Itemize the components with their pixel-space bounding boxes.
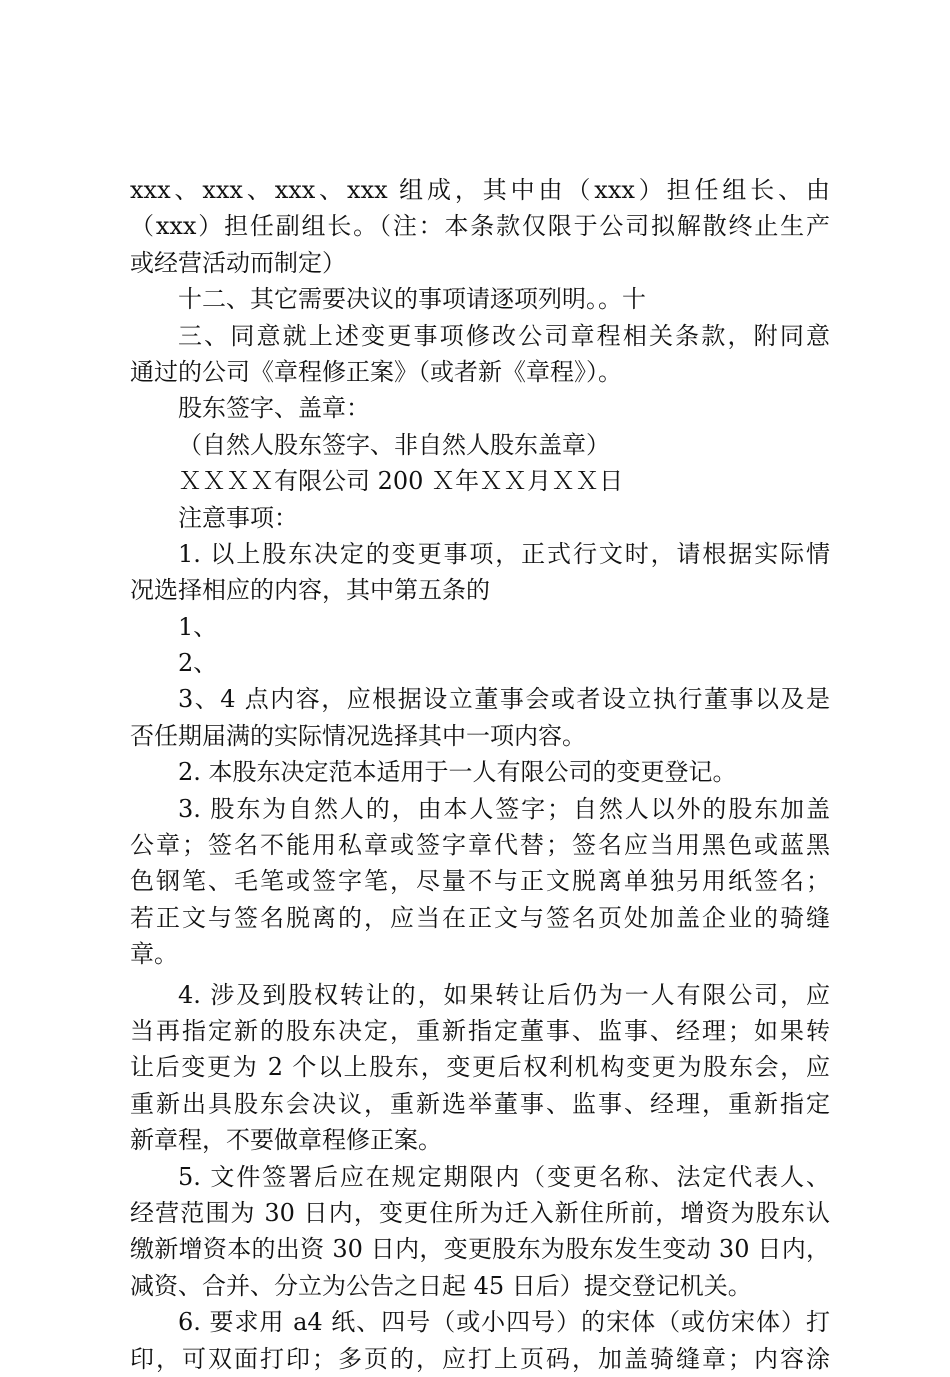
text-line: 通过的公司《章程修正案》（或者新《章程》）。 [130,357,622,386]
text-line: 否任期届满的实际情况选择其中一项内容。 [130,721,586,750]
text-line: 若正文与签名脱离的，应当在正文与签名页处加盖企业的骑缝 [130,903,830,932]
text-line: 公章；签名不能用私章或签字章代替；签名应当用黑色或蓝黑 [130,831,830,860]
text-line: （自然人股东签字、非自然人股东盖章） [178,430,610,459]
text-line: 6. 要求用 a4 纸、四号（或小四号）的宋体（或仿宋体）打 [178,1308,830,1337]
text-line: 让后变更为 2 个以上股东，变更后权利机构变更为股东会，应 [130,1053,830,1082]
text-line: xxx、xxx、xxx、xxx 组成，其中由（xxx）担任组长、由 [130,176,830,204]
text-line: 印，可双面打印；多页的，应打上页码，加盖骑缝章；内容涂 [130,1344,830,1373]
text-line: 缴新增资本的出资 30 日内，变更股东为股东发生变动 30 日内， [130,1235,830,1264]
text-line: 经营范围为 30 日内，变更住所为迁入新住所前，增资为股东认 [130,1198,830,1227]
document-body [130,172,830,1377]
text-line: 股东签字、盖章： [178,394,370,423]
text-line: 重新出具股东会决议，重新选举董事、监事、经理，重新指定 [130,1089,830,1118]
text-line: 减资、合并、分立为公告之日起 45 日后）提交登记机关。 [130,1271,752,1300]
text-line: 色钢笔、毛笔或签字笔，尽量不与正文脱离单独另用纸签名； [130,867,830,896]
text-line: 注意事项： [178,503,298,532]
text-line: （xxx）担任副组长。（注：本条款仅限于公司拟解散终止生产 [130,212,830,241]
text-line: 三、同意就上述变更事项修改公司章程相关条款，附同意 [178,321,830,350]
text-line: 十二、其它需要决议的事项请逐项列明。。十 [178,285,646,314]
text-line: 2、 [178,649,218,678]
text-line: 当再指定新的股东决定，重新指定董事、监事、经理；如果转 [130,1016,830,1045]
text-line: 新章程，不要做章程修正案。 [130,1126,442,1155]
text-line: 3、4 点内容，应根据设立董事会或者设立执行董事以及是 [178,685,830,714]
text-line: 3. 股东为自然人的，由本人签字；自然人以外的股东加盖 [178,794,830,823]
text-line: 5. 文件签署后应在规定期限内（变更名称、法定代表人、 [178,1162,830,1191]
text-line: 1、 [178,612,218,641]
text-line: 或经营活动而制定） [130,248,346,277]
text-line: 4. 涉及到股权转让的，如果转让后仍为一人有限公司，应 [178,980,830,1009]
text-line: 章。 [130,940,178,969]
text-line: ＸＸＸＸ有限公司 200 Ｘ年ＸＸ月ＸＸ日 [178,467,624,496]
text-line: 况选择相应的内容，其中第五条的 [130,576,490,605]
text-line: 1. 以上股东决定的变更事项，正式行文时，请根据实际情 [178,539,830,568]
text-line: 2. 本股东决定范本适用于一人有限公司的变更登记。 [178,758,737,787]
